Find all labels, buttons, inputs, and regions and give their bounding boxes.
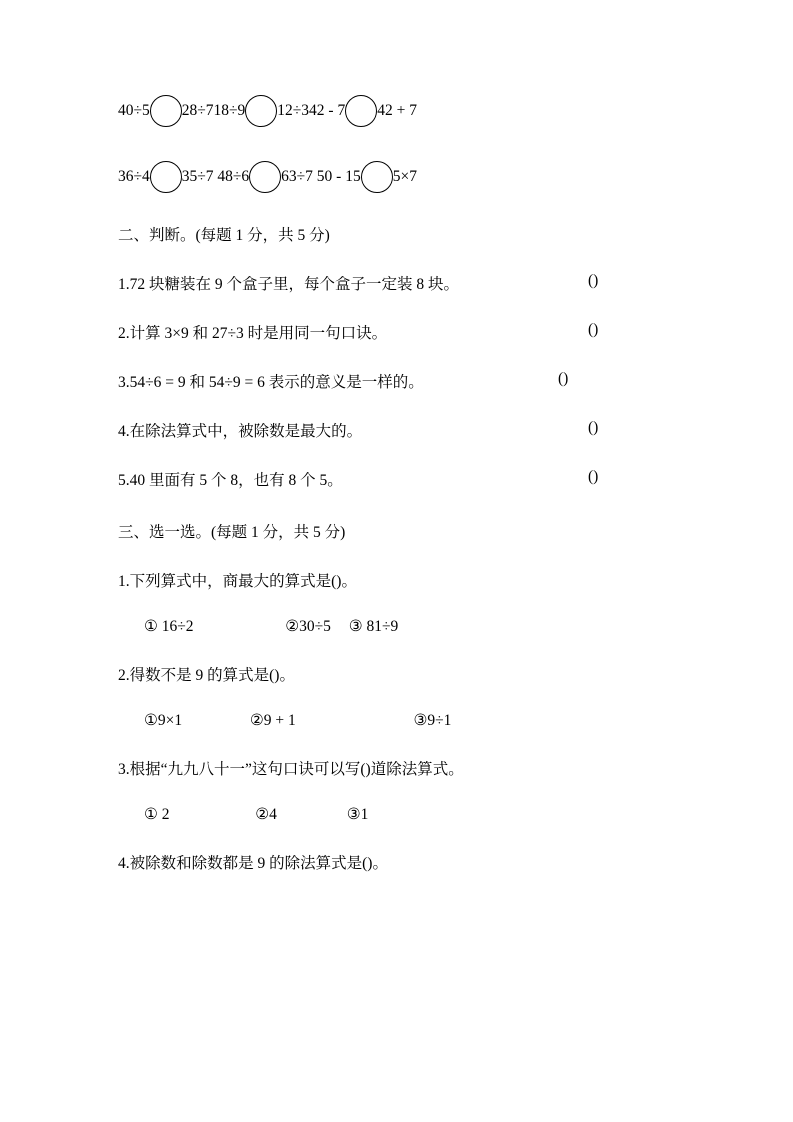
choice-option[interactable]: ① 16÷2 — [144, 618, 194, 635]
judgement-question — [118, 272, 675, 294]
circle-row-part: 12÷342 - 7 — [277, 102, 346, 119]
answer-parentheses[interactable]: () — [588, 272, 599, 289]
question-text: 1.72 块糖装在 9 个盒子里，每个盒子一定装 8 块。 — [118, 276, 460, 293]
question-text: 3.54÷6 = 9 和 54÷9 = 6 表示的意义是一样的。 — [118, 374, 424, 391]
choice-option[interactable]: ③1 — [346, 806, 369, 823]
judgement-question — [118, 321, 675, 343]
judgement-question — [118, 370, 675, 392]
choice-option[interactable]: ②9 + 1 — [249, 712, 296, 729]
choice-options — [118, 617, 675, 636]
answer-parentheses[interactable]: () — [558, 370, 569, 387]
answer-parentheses[interactable]: () — [588, 419, 599, 436]
choice-option[interactable]: ③9÷1 — [413, 712, 452, 729]
section-heading-judgement: 二、判断。(每题 1 分，共 5 分) — [118, 227, 330, 244]
judgement-question — [118, 419, 675, 441]
choice-option[interactable]: ②30÷5 — [285, 618, 331, 635]
circle-row-part: 40÷5 — [118, 102, 150, 119]
choice-question — [118, 851, 675, 873]
choice-option[interactable]: ①9×1 — [144, 712, 183, 729]
answer-parentheses[interactable]: () — [588, 468, 599, 485]
answer-circle[interactable] — [345, 95, 377, 127]
choice-question — [118, 569, 675, 591]
choice-question — [118, 757, 675, 779]
question-text: 1.下列算式中，商最大的算式是()。 — [118, 573, 357, 590]
choice-option[interactable]: ②4 — [255, 806, 277, 823]
question-text: 5.40 里面有 5 个 8，也有 8 个 5。 — [118, 472, 343, 489]
question-text: 4.被除数和除数都是 9 的除法算式是()。 — [118, 855, 388, 872]
question-text: 2.计算 3×9 和 27÷3 时是用同一句口诀。 — [118, 325, 388, 342]
choice-options — [118, 711, 675, 730]
answer-circle[interactable] — [150, 95, 182, 127]
circle-row-part: 28÷718÷9 — [181, 102, 246, 119]
answer-circle[interactable] — [150, 161, 182, 193]
answer-circle[interactable] — [249, 161, 281, 193]
circle-arithmetic-row — [118, 95, 675, 127]
question-text: 2.得数不是 9 的算式是()。 — [118, 667, 295, 684]
answer-circle[interactable] — [361, 161, 393, 193]
section-heading-multiple-choice: 三、选一选。(每题 1 分，共 5 分) — [118, 524, 346, 541]
circle-row-part: 35÷7 48÷6 — [181, 168, 250, 185]
answer-parentheses[interactable]: () — [588, 321, 599, 338]
question-text: 3.根据“九九八十一”这句口诀可以写()道除法算式。 — [118, 761, 464, 778]
choice-options — [118, 805, 675, 824]
circle-row-part: 63÷7 50 - 15 — [281, 168, 361, 185]
choice-option[interactable]: ③ 81÷9 — [348, 618, 399, 635]
choice-question — [118, 663, 675, 685]
question-text: 4.在除法算式中，被除数是最大的。 — [118, 423, 363, 440]
circle-row-part: 5×7 — [392, 168, 417, 185]
choice-option[interactable]: ① 2 — [144, 806, 170, 823]
circle-row-part: 42 + 7 — [377, 102, 417, 119]
circle-arithmetic-row — [118, 161, 675, 193]
circle-row-part: 36÷4 — [118, 168, 150, 185]
answer-circle[interactable] — [245, 95, 277, 127]
judgement-question — [118, 468, 675, 490]
